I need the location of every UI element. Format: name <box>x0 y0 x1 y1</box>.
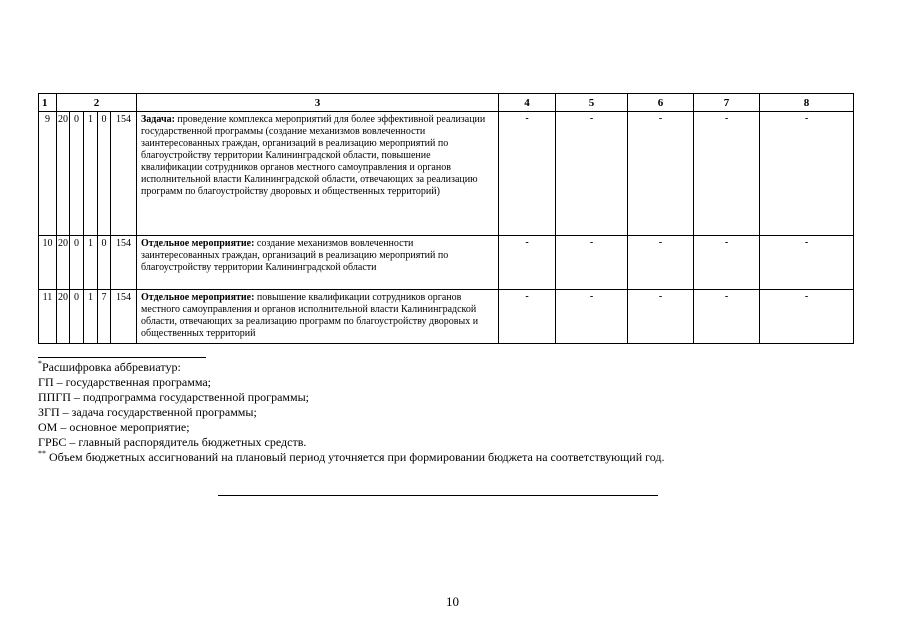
code-cell: 9 <box>39 112 57 236</box>
code-cell: 154 <box>111 112 137 236</box>
code-cell: 20 <box>57 236 70 290</box>
table-header-row <box>39 94 854 112</box>
code-cell: 0 <box>70 236 84 290</box>
code-cell: 0 <box>98 112 111 236</box>
code-cell: 1 <box>84 290 98 344</box>
abbreviations-notes <box>38 357 868 465</box>
code-cell: 1 <box>84 112 98 236</box>
code-cell: 154 <box>111 236 137 290</box>
page-number: 10 <box>446 594 459 609</box>
row-label: Отдельное мероприятие: <box>141 292 255 303</box>
value-cell: - <box>694 112 760 236</box>
description-cell <box>137 112 499 236</box>
value-cell: - <box>556 236 628 290</box>
header-col-6: 6 <box>628 94 694 112</box>
value-cell: - <box>760 290 854 344</box>
abbreviation-item: ГРБС – главный распорядитель бюджетных средств. <box>38 435 307 449</box>
abbreviation-item: ГП – государственная программа; <box>38 375 211 389</box>
row-text: проведение комплекса мероприятий для более эффективной реализации государственной программы (создание механизмов вовлеченности заинтересованных граждан, организаций в реализацию мероприятий по благоустройству территории Калининградской области, повышение квалификации сотрудников органов местного самоуправления и органов исполнительной власти Калининградской области, отвечающих за реализацию программ по благоустройству дворовых и общественных территорий) <box>141 114 486 197</box>
header-col-3: 3 <box>137 94 499 112</box>
footnote-mark: * <box>38 359 42 368</box>
value-cell: - <box>499 290 556 344</box>
value-cell: - <box>628 236 694 290</box>
notes-title: *Расшифровка аббревиатур: <box>38 359 181 374</box>
abbreviation-item: ОМ – основное мероприятие; <box>38 420 190 434</box>
value-cell: - <box>694 236 760 290</box>
value-cell: - <box>499 236 556 290</box>
code-cell: 10 <box>39 236 57 290</box>
code-cell: 7 <box>98 290 111 344</box>
header-col-4: 4 <box>499 94 556 112</box>
code-cell: 0 <box>98 236 111 290</box>
header-col-5: 5 <box>556 94 628 112</box>
code-cell: 20 <box>57 112 70 236</box>
abbreviation-item: ЗГП – задача государственной программы; <box>38 405 257 419</box>
value-cell: - <box>499 112 556 236</box>
header-col-1: 1 <box>39 94 57 112</box>
value-cell: - <box>556 290 628 344</box>
end-separator-line <box>218 495 658 496</box>
value-cell: - <box>556 112 628 236</box>
code-cell: 0 <box>70 290 84 344</box>
abbreviation-item: ППГП – подпрограмма государственной программы; <box>38 390 309 404</box>
row-label: Задача: <box>141 114 175 125</box>
header-col-2: 2 <box>57 94 137 112</box>
value-cell: - <box>628 290 694 344</box>
code-cell: 20 <box>57 290 70 344</box>
header-col-8: 8 <box>760 94 854 112</box>
footnote-mark: ** <box>38 449 46 458</box>
table-row <box>39 112 854 236</box>
header-col-7: 7 <box>694 94 760 112</box>
value-cell: - <box>760 112 854 236</box>
code-cell: 1 <box>84 236 98 290</box>
row-text: создание механизмов вовлеченности заинтересованных граждан, организаций в реализацию мероприятий по благоустройству территории Калининградской области <box>141 238 449 273</box>
value-cell: - <box>694 290 760 344</box>
description-cell <box>137 236 499 290</box>
description-cell <box>137 290 499 344</box>
code-cell: 11 <box>39 290 57 344</box>
value-cell: - <box>760 236 854 290</box>
table-row <box>39 290 854 344</box>
row-label: Отдельное мероприятие: <box>141 238 255 249</box>
row-text: повышение квалификации сотрудников органов местного самоуправления и органов исполнительной власти Калининградской области, отвечающих за реализацию программ по благоустройству дворовых и общественных территорий <box>141 292 479 339</box>
notes-separator <box>38 357 206 358</box>
code-cell: 154 <box>111 290 137 344</box>
value-cell: - <box>628 112 694 236</box>
table-row <box>39 236 854 290</box>
program-table <box>38 93 854 344</box>
code-cell: 0 <box>70 112 84 236</box>
budget-footnote: ** Объем бюджетных ассигнований на плановый период уточняется при формировании бюджета на соответствующий год. <box>38 449 665 464</box>
